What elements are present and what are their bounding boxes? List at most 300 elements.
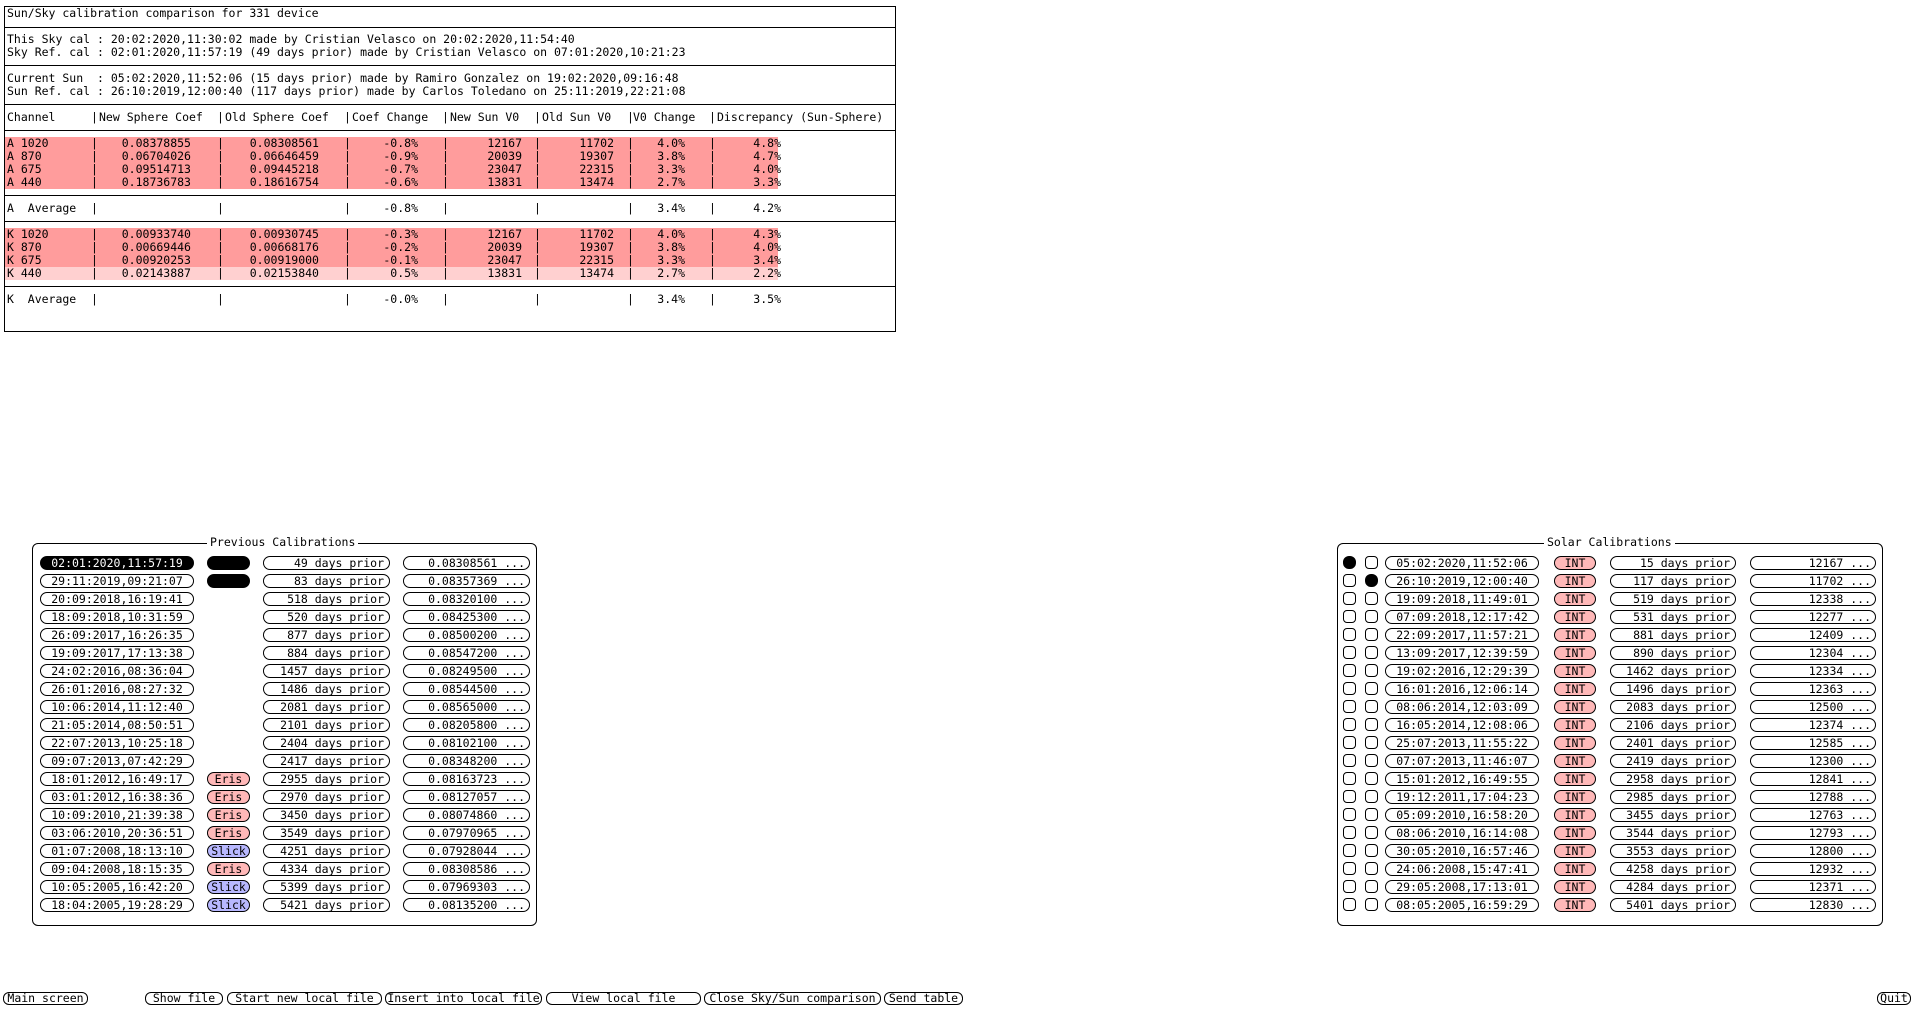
solar-cal-value-field[interactable]: 12830 ... [1750, 898, 1876, 912]
old-sun-v0-cell: 11702 [579, 227, 614, 241]
header-cell: Coef Change [352, 110, 429, 124]
previous-cal-days-field[interactable]: 2970 days prior [263, 790, 390, 804]
solar-cal-select-radio[interactable] [1343, 754, 1356, 767]
v0-change-cell: 3.3% [657, 253, 685, 267]
average-separator: | [91, 201, 98, 215]
previous-cal-days-field[interactable]: 4251 days prior [263, 844, 390, 858]
solar-cal-value-field[interactable]: 12363 ... [1750, 682, 1876, 696]
average-separator: | [442, 292, 449, 306]
solar-calibrations-title: Solar Calibrations [1544, 536, 1675, 549]
solar-cal-int-tag[interactable]: INT [1554, 898, 1596, 912]
solar-cal-date-button[interactable]: 08:05:2005,16:59:29 [1385, 898, 1539, 912]
a-channel-separator: | [442, 162, 449, 176]
previous-cal-value-field[interactable]: 0.08308561 ... [403, 556, 530, 570]
new-sphere-coef-cell: 0.06704026 [121, 149, 191, 163]
previous-cal-value-field[interactable]: 0.08544500 ... [403, 682, 530, 696]
new-sun-v0-cell: 13831 [487, 266, 522, 280]
solar-cal-days-field[interactable]: 3544 days prior [1610, 826, 1736, 840]
a-channel-separator: | [709, 162, 716, 176]
solar-cal-value-field[interactable]: 12932 ... [1750, 862, 1876, 876]
solar-cal-reference-radio[interactable] [1365, 664, 1378, 677]
solar-cal-value-field[interactable]: 12371 ... [1750, 880, 1876, 894]
k-channel-separator: | [709, 240, 716, 254]
solar-cal-date-button[interactable]: 30:05:2010,16:57:46 [1385, 844, 1539, 858]
previous-cal-date-button[interactable]: 18:01:2012,16:49:17 [40, 772, 194, 786]
header-cell: V0 Change [633, 110, 696, 124]
previous-cal-value-field[interactable]: 0.07970965 ... [403, 826, 530, 840]
a-channel-separator: | [627, 136, 634, 150]
channel-cell: K 440 [7, 266, 42, 280]
solar-cal-days-field[interactable]: 1462 days prior [1610, 664, 1736, 678]
solar-cal-select-radio[interactable] [1343, 844, 1356, 857]
previous-cal-days-field[interactable]: 884 days prior [263, 646, 390, 660]
previous-cal-value-field[interactable]: 0.08565000 ... [403, 700, 530, 714]
solar-cal-reference-radio[interactable] [1365, 718, 1378, 731]
solar-cal-date-button[interactable]: 16:05:2014,12:08:06 [1385, 718, 1539, 732]
previous-cal-date-button[interactable]: 01:07:2008,18:13:10 [40, 844, 194, 858]
previous-cal-value-field[interactable]: 0.08074860 ... [403, 808, 530, 822]
solar-cal-select-radio[interactable] [1343, 700, 1356, 713]
a-channel-separator: | [534, 162, 541, 176]
solar-cal-value-field[interactable]: 12304 ... [1750, 646, 1876, 660]
solar-cal-int-tag[interactable]: INT [1554, 628, 1596, 642]
solar-cal-days-field[interactable]: 4258 days prior [1610, 862, 1736, 876]
a-channel-separator: | [534, 149, 541, 163]
solar-cal-int-tag[interactable]: INT [1554, 574, 1596, 588]
previous-cal-source-tag[interactable]: Slick [207, 898, 250, 912]
solar-cal-value-field[interactable]: 12374 ... [1750, 718, 1876, 732]
previous-calibrations-title: Previous Calibrations [207, 536, 358, 549]
previous-cal-date-button[interactable]: 18:04:2005,19:28:29 [40, 898, 194, 912]
comparison-panel [4, 6, 896, 332]
previous-cal-days-field[interactable]: 520 days prior [263, 610, 390, 624]
new-sun-v0-cell: 20039 [487, 240, 522, 254]
solar-cal-reference-radio[interactable] [1365, 556, 1378, 569]
previous-cal-value-field[interactable]: 0.08127057 ... [403, 790, 530, 804]
solar-cal-days-field[interactable]: 15 days prior [1610, 556, 1736, 570]
previous-cal-date-button[interactable]: 10:05:2005,16:42:20 [40, 880, 194, 894]
previous-cal-date-button[interactable]: 02:01:2020,11:57:19 [40, 556, 194, 570]
solar-cal-int-tag[interactable]: INT [1554, 592, 1596, 606]
previous-cal-days-field[interactable]: 2955 days prior [263, 772, 390, 786]
previous-cal-source-tag[interactable]: Eris [207, 862, 250, 876]
solar-cal-days-field[interactable]: 4284 days prior [1610, 880, 1736, 894]
solar-cal-days-field[interactable]: 117 days prior [1610, 574, 1736, 588]
solar-cal-date-button[interactable]: 05:02:2020,11:52:06 [1385, 556, 1539, 570]
solar-cal-date-button[interactable]: 19:12:2011,17:04:23 [1385, 790, 1539, 804]
previous-cal-value-field[interactable]: 0.08249500 ... [403, 664, 530, 678]
solar-cal-reference-radio[interactable] [1365, 772, 1378, 785]
solar-cal-select-radio[interactable] [1343, 592, 1356, 605]
previous-cal-value-field[interactable]: 0.07928044 ... [403, 844, 530, 858]
previous-cal-value-field[interactable]: 0.07969303 ... [403, 880, 530, 894]
solar-cal-date-button[interactable]: 15:01:2012,16:49:55 [1385, 772, 1539, 786]
current-sun: Current Sun : 05:02:2020,11:52:06 (15 days prior) made by Ramiro Gonzalez on 19:02:2020,09:16:48 [7, 71, 679, 85]
previous-cal-value-field[interactable]: 0.08205800 ... [403, 718, 530, 732]
solar-cal-int-tag[interactable]: INT [1554, 790, 1596, 804]
previous-cal-days-field[interactable]: 518 days prior [263, 592, 390, 606]
previous-cal-value-field[interactable]: 0.08320100 ... [403, 592, 530, 606]
previous-cal-value-field[interactable]: 0.08348200 ... [403, 754, 530, 768]
k-channel-separator: | [442, 253, 449, 267]
solar-cal-days-field[interactable]: 890 days prior [1610, 646, 1736, 660]
average-separator: | [344, 292, 351, 306]
previous-cal-days-field[interactable]: 1457 days prior [263, 664, 390, 678]
solar-cal-days-field[interactable]: 2401 days prior [1610, 736, 1736, 750]
average-separator: | [344, 201, 351, 215]
previous-cal-date-button[interactable]: 26:09:2017,16:26:35 [40, 628, 194, 642]
solar-cal-days-field[interactable]: 2419 days prior [1610, 754, 1736, 768]
solar-cal-value-field[interactable]: 12334 ... [1750, 664, 1876, 678]
k-channel-separator: | [709, 253, 716, 267]
a-channel-separator: | [344, 136, 351, 150]
solar-cal-select-radio[interactable] [1343, 826, 1356, 839]
solar-cal-int-tag[interactable]: INT [1554, 556, 1596, 570]
v0-change-cell: 3.3% [657, 162, 685, 176]
k-channel-separator: | [442, 227, 449, 241]
previous-cal-value-field[interactable]: 0.08547200 ... [403, 646, 530, 660]
solar-cal-days-field[interactable]: 2083 days prior [1610, 700, 1736, 714]
discrepancy-cell: 3.3% [753, 175, 781, 189]
solar-cal-int-tag[interactable]: INT [1554, 862, 1596, 876]
new-sphere-coef-cell: 0.02143887 [121, 266, 191, 280]
k-channel-separator: | [91, 227, 98, 241]
k-channel-separator: | [344, 227, 351, 241]
solar-cal-int-tag[interactable]: INT [1554, 826, 1596, 840]
previous-cal-value-field[interactable]: 0.08135200 ... [403, 898, 530, 912]
solar-cal-value-field[interactable]: 12277 ... [1750, 610, 1876, 624]
a-channel-separator: | [91, 149, 98, 163]
solar-cal-select-radio[interactable] [1343, 772, 1356, 785]
solar-cal-int-tag[interactable]: INT [1554, 736, 1596, 750]
previous-cal-days-field[interactable]: 1486 days prior [263, 682, 390, 696]
previous-cal-days-field[interactable]: 3549 days prior [263, 826, 390, 840]
previous-cal-days-field[interactable]: 5421 days prior [263, 898, 390, 912]
solar-cal-date-button[interactable]: 29:05:2008,17:13:01 [1385, 880, 1539, 894]
old-sun-v0-cell: 19307 [579, 149, 614, 163]
k-average-row [5, 292, 781, 306]
new-sphere-coef-cell: 0.00669446 [121, 240, 191, 254]
solar-cal-int-tag[interactable]: INT [1554, 808, 1596, 822]
solar-cal-value-field[interactable]: 12300 ... [1750, 754, 1876, 768]
a-channel-separator: | [344, 175, 351, 189]
solar-cal-value-field[interactable]: 12167 ... [1750, 556, 1876, 570]
channel-cell: K 675 [7, 253, 42, 267]
solar-cal-select-radio[interactable] [1343, 736, 1356, 749]
solar-cal-reference-radio[interactable] [1365, 628, 1378, 641]
a-channel-separator: | [91, 162, 98, 176]
old-sphere-coef-cell: 0.06646459 [249, 149, 319, 163]
solar-cal-int-tag[interactable]: INT [1554, 880, 1596, 894]
previous-cal-days-field[interactable]: 83 days prior [263, 574, 390, 588]
previous-cal-days-field[interactable]: 2081 days prior [263, 700, 390, 714]
previous-cal-date-button[interactable]: 19:09:2017,17:13:38 [40, 646, 194, 660]
main-screen-button[interactable]: Main screen [3, 992, 88, 1005]
a-channel-separator: | [217, 162, 224, 176]
header-separator: | [709, 110, 716, 124]
solar-cal-select-radio[interactable] [1343, 682, 1356, 695]
previous-cal-value-field[interactable]: 0.08102100 ... [403, 736, 530, 750]
k-channel-separator: | [217, 253, 224, 267]
solar-cal-reference-radio[interactable] [1365, 700, 1378, 713]
new-sphere-coef-cell: 0.09514713 [121, 162, 191, 176]
a-channel-separator: | [709, 149, 716, 163]
solar-cal-date-button[interactable]: 07:09:2018,12:17:42 [1385, 610, 1539, 624]
sun-ref-cal: Sun Ref. cal : 26:10:2019,12:00:40 (117 days prior) made by Carlos Toledano on 25:11:2019,22:21:08 [7, 84, 686, 98]
view-local-file-button[interactable]: View local file [546, 992, 701, 1005]
solar-cal-date-button[interactable]: 08:06:2010,16:14:08 [1385, 826, 1539, 840]
previous-cal-days-field[interactable]: 49 days prior [263, 556, 390, 570]
header-cell: New Sun V0 [450, 110, 520, 124]
previous-cal-value-field[interactable]: 0.08357369 ... [403, 574, 530, 588]
channel-cell: K 870 [7, 240, 42, 254]
old-sun-v0-cell: 13474 [579, 266, 614, 280]
solar-cal-int-tag[interactable]: INT [1554, 754, 1596, 768]
previous-cal-source-tag[interactable]: Eris [207, 808, 250, 822]
solar-cal-value-field[interactable]: 12788 ... [1750, 790, 1876, 804]
new-sun-v0-cell: 20039 [487, 149, 522, 163]
previous-cal-date-button[interactable]: 29:11:2019,09:21:07 [40, 574, 194, 588]
previous-cal-days-field[interactable]: 4334 days prior [263, 862, 390, 876]
start-new-local-file-button[interactable]: Start new local file [227, 992, 382, 1005]
coef-change-cell: -0.3% [383, 227, 418, 241]
previous-cal-source-tag[interactable] [207, 574, 250, 588]
coef-change-cell: -0.1% [383, 253, 418, 267]
average-separator: | [217, 292, 224, 306]
previous-cal-date-button[interactable]: 09:07:2013,07:42:29 [40, 754, 194, 768]
v0-change-cell: 3.8% [657, 149, 685, 163]
solar-cal-days-field[interactable]: 2106 days prior [1610, 718, 1736, 732]
solar-cal-reference-radio[interactable] [1365, 862, 1378, 875]
previous-cal-source-tag[interactable]: Slick [207, 880, 250, 894]
average-label: K Average [7, 292, 77, 306]
solar-cal-reference-radio[interactable] [1365, 574, 1378, 587]
previous-cal-value-field[interactable]: 0.08163723 ... [403, 772, 530, 786]
previous-cal-date-button[interactable]: 21:05:2014,08:50:51 [40, 718, 194, 732]
k-channel-separator: | [627, 253, 634, 267]
a-channel-separator: | [534, 136, 541, 150]
discrepancy-cell: 4.0% [753, 240, 781, 254]
solar-cal-int-tag[interactable]: INT [1554, 772, 1596, 786]
new-sun-v0-cell: 23047 [487, 162, 522, 176]
previous-cal-date-button[interactable]: 26:01:2016,08:27:32 [40, 682, 194, 696]
previous-cal-days-field[interactable]: 2404 days prior [263, 736, 390, 750]
solar-cal-value-field[interactable]: 12793 ... [1750, 826, 1876, 840]
solar-cal-int-tag[interactable]: INT [1554, 646, 1596, 660]
v0-change-cell: 4.0% [657, 136, 685, 150]
old-sphere-coef-cell: 0.09445218 [249, 162, 319, 176]
solar-cal-value-field[interactable]: 12585 ... [1750, 736, 1876, 750]
coef-change-cell: -0.8% [383, 136, 418, 150]
v0-change-cell: 3.8% [657, 240, 685, 254]
solar-cal-int-tag[interactable]: INT [1554, 700, 1596, 714]
solar-cal-int-tag[interactable]: INT [1554, 682, 1596, 696]
k-channel-separator: | [91, 253, 98, 267]
solar-cal-reference-radio[interactable] [1365, 610, 1378, 623]
show-file-button[interactable]: Show file [145, 992, 223, 1005]
previous-cal-date-button[interactable]: 10:09:2010,21:39:38 [40, 808, 194, 822]
solar-cal-reference-radio[interactable] [1365, 736, 1378, 749]
previous-cal-date-button[interactable]: 20:09:2018,16:19:41 [40, 592, 194, 606]
solar-cal-select-radio[interactable] [1343, 898, 1356, 911]
previous-cal-days-field[interactable]: 2417 days prior [263, 754, 390, 768]
solar-cal-select-radio[interactable] [1343, 808, 1356, 821]
new-sphere-coef-cell: 0.00933740 [121, 227, 191, 241]
solar-cal-select-radio[interactable] [1343, 628, 1356, 641]
solar-cal-value-field[interactable]: 12841 ... [1750, 772, 1876, 786]
solar-cal-date-button[interactable]: 22:09:2017,11:57:21 [1385, 628, 1539, 642]
previous-cal-date-button[interactable]: 22:07:2013,10:25:18 [40, 736, 194, 750]
solar-cal-days-field[interactable]: 5401 days prior [1610, 898, 1736, 912]
a-channel-separator: | [709, 175, 716, 189]
k-channel-separator: | [91, 240, 98, 254]
solar-cal-value-field[interactable]: 12500 ... [1750, 700, 1876, 714]
previous-cal-date-button[interactable]: 03:06:2010,20:36:51 [40, 826, 194, 840]
previous-cal-source-tag[interactable]: Slick [207, 844, 250, 858]
k-channel-separator: | [91, 266, 98, 280]
previous-cal-date-button[interactable]: 03:01:2012,16:38:36 [40, 790, 194, 804]
old-sun-v0-cell: 11702 [579, 136, 614, 150]
solar-cal-reference-radio[interactable] [1365, 844, 1378, 857]
solar-cal-select-radio[interactable] [1343, 664, 1356, 677]
solar-cal-int-tag[interactable]: INT [1554, 844, 1596, 858]
previous-cal-date-button[interactable]: 18:09:2018,10:31:59 [40, 610, 194, 624]
k-channel-separator: | [217, 227, 224, 241]
solar-cal-date-button[interactable]: 19:09:2018,11:49:01 [1385, 592, 1539, 606]
previous-cal-date-button[interactable]: 24:02:2016,08:36:04 [40, 664, 194, 678]
previous-cal-source-tag[interactable]: Eris [207, 826, 250, 840]
quit-button[interactable]: Quit [1877, 992, 1911, 1005]
previous-cal-value-field[interactable]: 0.08425300 ... [403, 610, 530, 624]
solar-cal-date-button[interactable]: 26:10:2019,12:00:40 [1385, 574, 1539, 588]
solar-cal-date-button[interactable]: 07:07:2013,11:46:07 [1385, 754, 1539, 768]
previous-cal-value-field[interactable]: 0.08308586 ... [403, 862, 530, 876]
discrepancy-cell: 4.0% [753, 162, 781, 176]
solar-cal-date-button[interactable]: 13:09:2017,12:39:59 [1385, 646, 1539, 660]
solar-cal-value-field[interactable]: 12409 ... [1750, 628, 1876, 642]
old-sphere-coef-cell: 0.00919000 [249, 253, 319, 267]
solar-cal-days-field[interactable]: 3553 days prior [1610, 844, 1736, 858]
solar-cal-reference-radio[interactable] [1365, 790, 1378, 803]
header-cell: Old Sun V0 [542, 110, 612, 124]
solar-cal-select-radio[interactable] [1343, 646, 1356, 659]
previous-cal-date-button[interactable]: 09:04:2008,18:15:35 [40, 862, 194, 876]
solar-cal-days-field[interactable]: 2985 days prior [1610, 790, 1736, 804]
solar-cal-date-button[interactable]: 05:09:2010,16:58:20 [1385, 808, 1539, 822]
solar-cal-select-radio[interactable] [1343, 718, 1356, 731]
solar-cal-reference-radio[interactable] [1365, 754, 1378, 767]
channel-cell: K 1020 [7, 227, 49, 241]
average-separator: | [627, 201, 634, 215]
previous-cal-source-tag[interactable]: Eris [207, 790, 250, 804]
k-channel-separator: | [627, 227, 634, 241]
solar-cal-date-button[interactable]: 24:06:2008,15:47:41 [1385, 862, 1539, 876]
solar-cal-reference-radio[interactable] [1365, 646, 1378, 659]
insert-into-local-file-button[interactable]: Insert into local file [385, 992, 542, 1005]
k-channel-separator: | [709, 266, 716, 280]
previous-cal-days-field[interactable]: 3450 days prior [263, 808, 390, 822]
previous-cal-date-button[interactable]: 10:06:2014,11:12:40 [40, 700, 194, 714]
solar-cal-int-tag[interactable]: INT [1554, 718, 1596, 732]
new-sphere-coef-cell: 0.00920253 [121, 253, 191, 267]
solar-cal-reference-radio[interactable] [1365, 898, 1378, 911]
a-channel-separator: | [217, 149, 224, 163]
solar-cal-days-field[interactable]: 3455 days prior [1610, 808, 1736, 822]
solar-cal-days-field[interactable]: 1496 days prior [1610, 682, 1736, 696]
solar-cal-int-tag[interactable]: INT [1554, 664, 1596, 678]
solar-cal-select-radio[interactable] [1343, 556, 1356, 569]
new-sun-v0-cell: 23047 [487, 253, 522, 267]
average-separator: | [534, 292, 541, 306]
average-separator: | [91, 292, 98, 306]
previous-cal-days-field[interactable]: 877 days prior [263, 628, 390, 642]
discrepancy-cell: 4.8% [753, 136, 781, 150]
a-channel-separator: | [91, 175, 98, 189]
solar-cal-select-radio[interactable] [1343, 862, 1356, 875]
previous-cal-source-tag[interactable]: Eris [207, 772, 250, 786]
solar-cal-reference-radio[interactable] [1365, 808, 1378, 821]
a-channel-separator: | [534, 175, 541, 189]
solar-cal-select-radio[interactable] [1343, 790, 1356, 803]
solar-cal-select-radio[interactable] [1343, 574, 1356, 587]
previous-cal-days-field[interactable]: 2101 days prior [263, 718, 390, 732]
solar-cal-date-button[interactable]: 08:06:2014,12:03:09 [1385, 700, 1539, 714]
solar-cal-date-button[interactable]: 16:01:2016,12:06:14 [1385, 682, 1539, 696]
solar-cal-days-field[interactable]: 881 days prior [1610, 628, 1736, 642]
solar-cal-value-field[interactable]: 12338 ... [1750, 592, 1876, 606]
discrepancy-cell: 3.4% [753, 253, 781, 267]
previous-cal-value-field[interactable]: 0.08500200 ... [403, 628, 530, 642]
old-sphere-coef-cell: 0.18616754 [249, 175, 319, 189]
a-channel-row [5, 175, 781, 189]
solar-cal-select-radio[interactable] [1343, 610, 1356, 623]
v0-change-cell: 2.7% [657, 266, 685, 280]
average-coef-change: -0.0% [383, 292, 418, 306]
average-discrepancy: 4.2% [753, 201, 781, 215]
solar-cal-value-field[interactable]: 12800 ... [1750, 844, 1876, 858]
solar-cal-reference-radio[interactable] [1365, 880, 1378, 893]
previous-cal-days-field[interactable]: 5399 days prior [263, 880, 390, 894]
solar-cal-days-field[interactable]: 2958 days prior [1610, 772, 1736, 786]
solar-cal-value-field[interactable]: 11702 ... [1750, 574, 1876, 588]
a-channel-separator: | [627, 149, 634, 163]
solar-cal-days-field[interactable]: 531 days prior [1610, 610, 1736, 624]
previous-cal-source-tag[interactable] [207, 556, 250, 570]
discrepancy-cell: 4.3% [753, 227, 781, 241]
solar-cal-int-tag[interactable]: INT [1554, 610, 1596, 624]
solar-cal-date-button[interactable]: 19:02:2016,12:29:39 [1385, 664, 1539, 678]
solar-cal-reference-radio[interactable] [1365, 826, 1378, 839]
header-cell: Channel [7, 110, 56, 124]
header-cell: Discrepancy (Sun-Sphere) [717, 110, 884, 124]
close-sky-sun-comparison-button[interactable]: Close Sky/Sun comparison [704, 992, 881, 1005]
a-channel-separator: | [442, 175, 449, 189]
old-sun-v0-cell: 13474 [579, 175, 614, 189]
header-separator: | [91, 110, 98, 124]
solar-cal-days-field[interactable]: 519 days prior [1610, 592, 1736, 606]
solar-cal-reference-radio[interactable] [1365, 682, 1378, 695]
solar-cal-date-button[interactable]: 25:07:2013,11:55:22 [1385, 736, 1539, 750]
send-table-button[interactable]: Send table [884, 992, 963, 1005]
a-channel-separator: | [344, 149, 351, 163]
solar-cal-value-field[interactable]: 12763 ... [1750, 808, 1876, 822]
new-sphere-coef-cell: 0.18736783 [121, 175, 191, 189]
solar-cal-select-radio[interactable] [1343, 880, 1356, 893]
k-channel-separator: | [709, 227, 716, 241]
solar-cal-reference-radio[interactable] [1365, 592, 1378, 605]
k-channel-separator: | [627, 266, 634, 280]
k-channel-separator: | [442, 266, 449, 280]
